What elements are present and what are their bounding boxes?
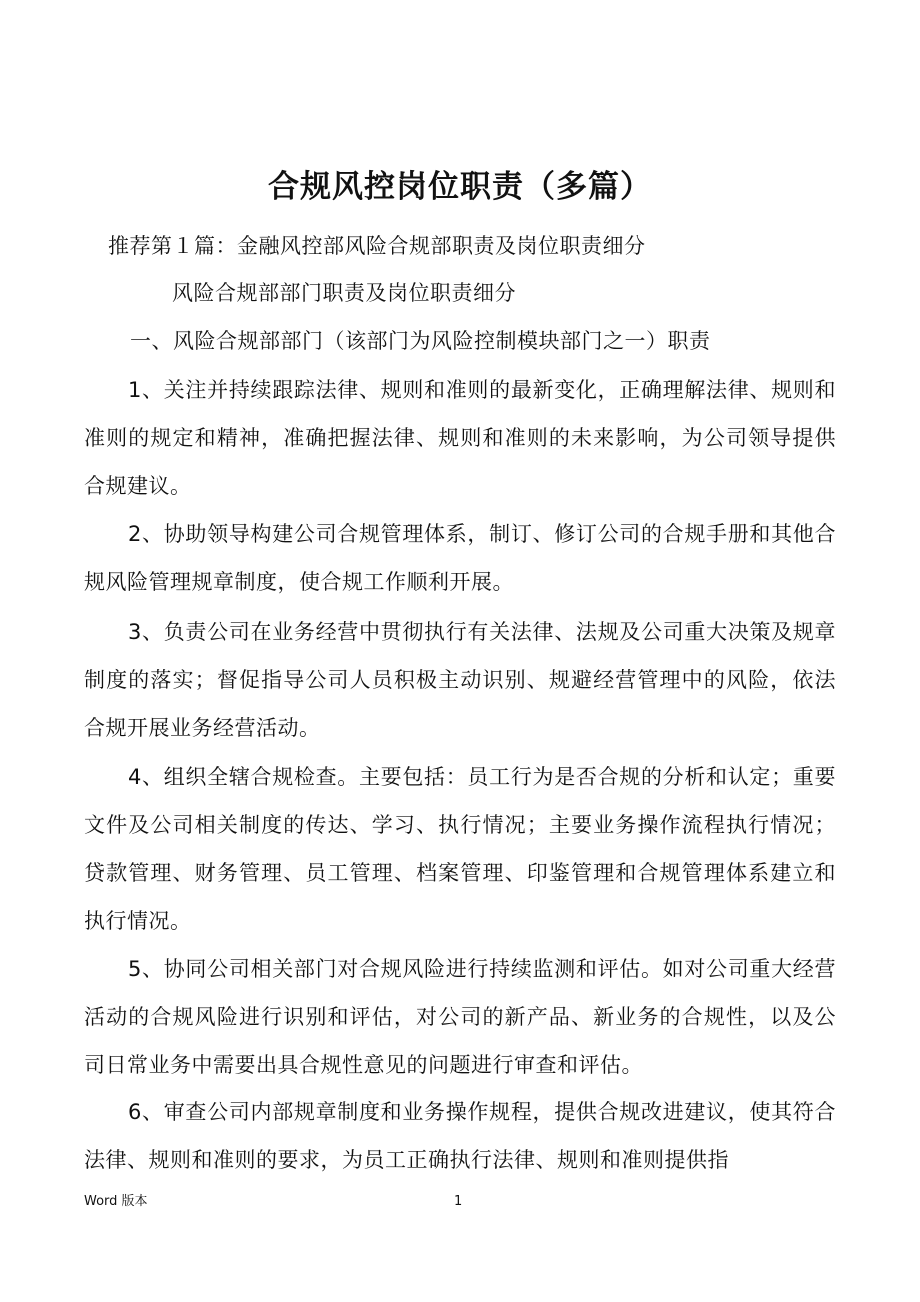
paragraph-1: 1、关注并持续跟踪法律、规则和准则的最新变化，正确理解法律、规则和准则的规定和精神，准确把握法律、规则和准则的未来影响，为公司领导提供合规建议。: [84, 378, 836, 498]
paragraph-4: 4、组织全辖合规检查。主要包括：员工行为是否合规的分析和认定；重要文件及公司相关制度的传达、学习、执行情况；主要业务操作流程执行情况；贷款管理、财务管理、员工管理、档案管理、印鉴管理和合规管理体系建立和执行情况。: [84, 765, 836, 933]
paragraph-3: 3、负责公司在业务经营中贯彻执行有关法律、法规及公司重大决策及规章制度的落实；督促指导公司人员积极主动识别、规避经营管理中的风险，依法合规开展业务经营活动。: [84, 620, 836, 740]
footer-label: Word 版本: [84, 1194, 148, 1209]
paragraph-5: 5、协同公司相关部门对合规风险进行持续监测和评估。如对公司重大经营活动的合规风险进行识别和评估，对公司的新产品、新业务的合规性，以及公司日常业务中需要出具合规性意见的问题进行审查和评估。: [84, 957, 836, 1077]
section-heading: 一、风险合规部部门（该部门为风险控制模块部门之一）职责: [130, 329, 711, 353]
recommendation-heading: 推荐第１篇：金融风控部风险合规部职责及岗位职责细分: [108, 234, 646, 258]
subheading: 风险合规部部门职责及岗位职责细分: [172, 281, 516, 305]
document-title: 合规风控岗位职责（多篇）: [268, 168, 652, 205]
page-number: 1: [454, 1194, 463, 1209]
paragraph-2: 2、协助领导构建公司合规管理体系，制订、修订公司的合规手册和其他合规风险管理规章制度，使合规工作顺利开展。: [84, 522, 836, 594]
paragraph-6: 6、审查公司内部规章制度和业务操作规程，提供合规改进建议，使其符合法律、规则和准则的要求，为员工正确执行法律、规则和准则提供指: [84, 1100, 836, 1172]
